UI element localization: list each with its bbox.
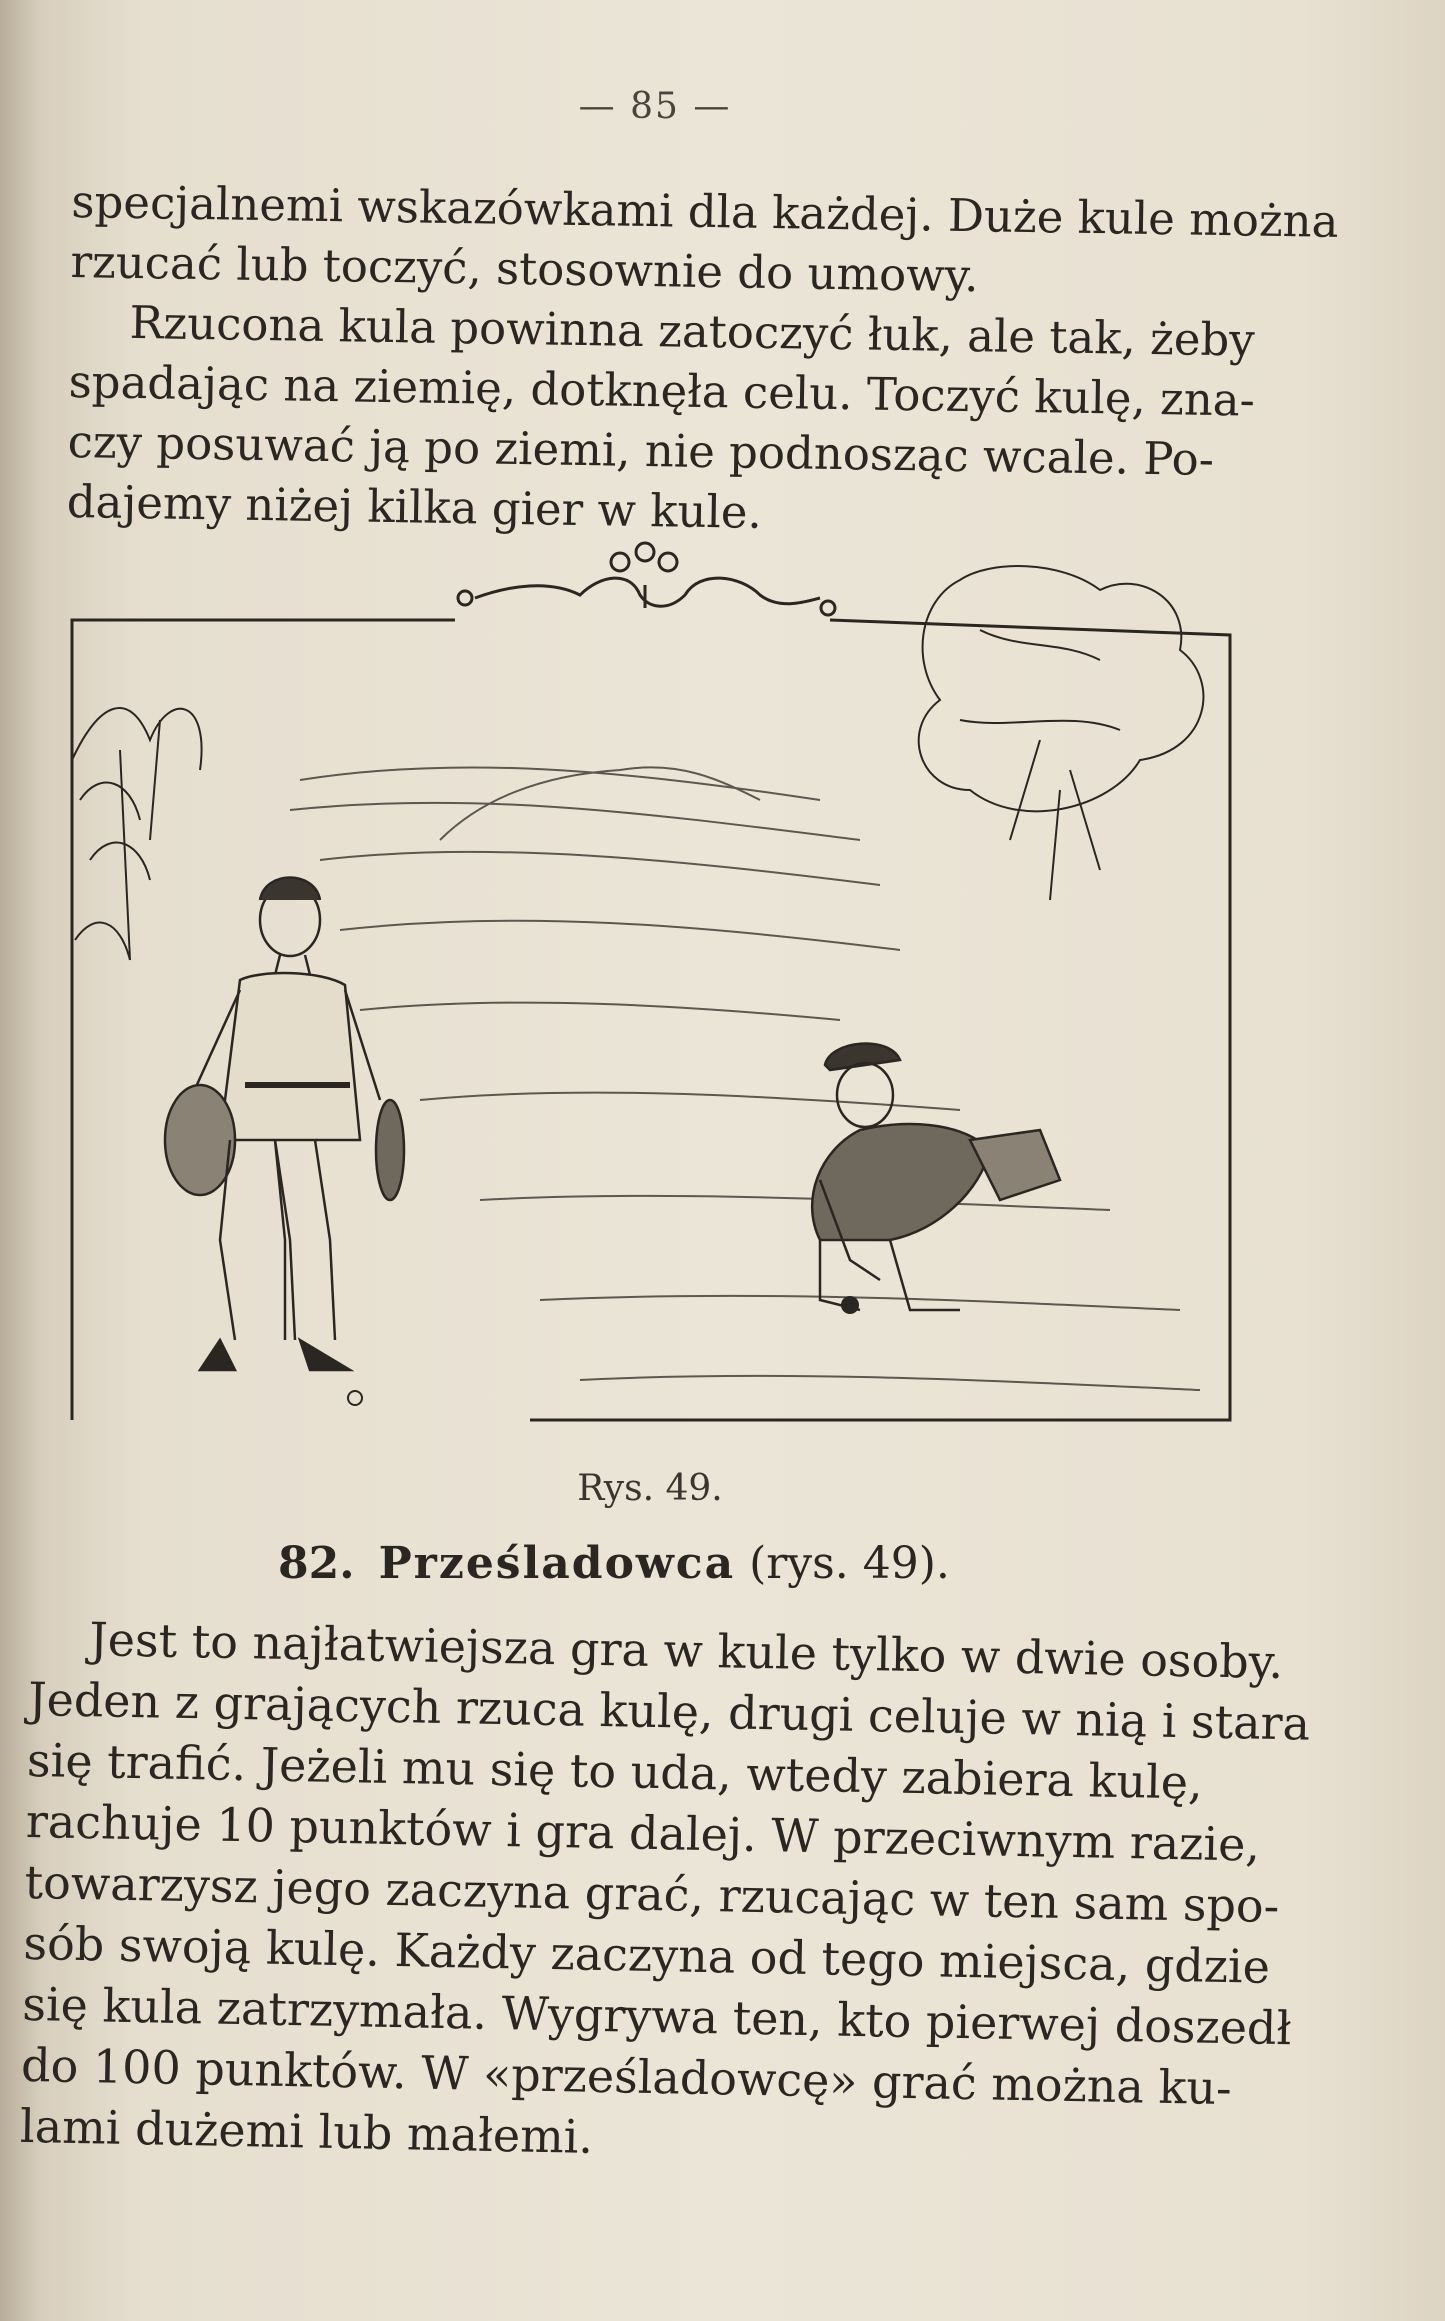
section-number: 82. [278, 1538, 355, 1589]
text-line: Rzucona kula powinna zatoczyć łuk, ale tak, żeby [129, 295, 1256, 367]
balls [348, 1297, 858, 1405]
bush-left [72, 708, 202, 960]
illustration-boys-playing-balls [60, 540, 1240, 1440]
section-heading [278, 1538, 950, 1589]
section-title: Prześladowca [378, 1538, 736, 1589]
text-line: dajemy niżej kilka gier w kule. [66, 474, 763, 539]
tree-right [919, 566, 1204, 900]
text-line: lami dużemi lub małemi. [19, 2098, 594, 2164]
crouching-boy [812, 1044, 1060, 1310]
section-figure-ref: (rys. 49). [749, 1538, 950, 1589]
text-line: specjalnemi wskazówkami dla każdej. Duże kule można [71, 174, 1339, 248]
text-line: Jest to najłatwiejsza gra w kule tylko w dwie osoby. [88, 1612, 1284, 1690]
text-line: towarzysz jego zaczyna grać, rzucając w ten sam spo- [24, 1854, 1280, 1934]
text-line: się kula zatrzymała. Wygrywa ten, kto pierwej doszedł [21, 1976, 1292, 2056]
intro-paragraph [66, 172, 1339, 551]
landscape-hatching [290, 767, 1200, 1390]
ornament-flourish [458, 543, 835, 615]
text-line: rzucać lub toczyć, stosownie do umowy. [70, 234, 979, 303]
page-number: — 85 — [578, 86, 732, 127]
standing-boy [165, 878, 404, 1371]
text-line: czy posuwać ją po ziemi, nie podnosząc wcale. Po- [67, 414, 1215, 486]
text-line: rachuje 10 punktów i gra dalej. W przeciwnym razie, [25, 1793, 1261, 1872]
text-line: sób swoją kulę. Każdy zaczyna od tego miejsca, gdzie [23, 1915, 1271, 1994]
text-line: Jeden z grających rzuca kulę, drugi celuje w nią i stara [27, 1671, 1311, 1751]
text-line: się trafić. Jeżeli mu się to uda, wtedy zabiera kulę, [26, 1732, 1204, 1810]
figure-caption: Rys. 49. [577, 1468, 723, 1509]
body-paragraph [19, 1608, 1311, 2179]
engraving-illustration [60, 540, 1240, 1440]
text-line: spadając na ziemię, dotknęła celu. Toczyć kulę, zna- [68, 354, 1256, 427]
text-line: do 100 punktów. W «prześladowcę» grać można ku- [20, 2037, 1233, 2116]
